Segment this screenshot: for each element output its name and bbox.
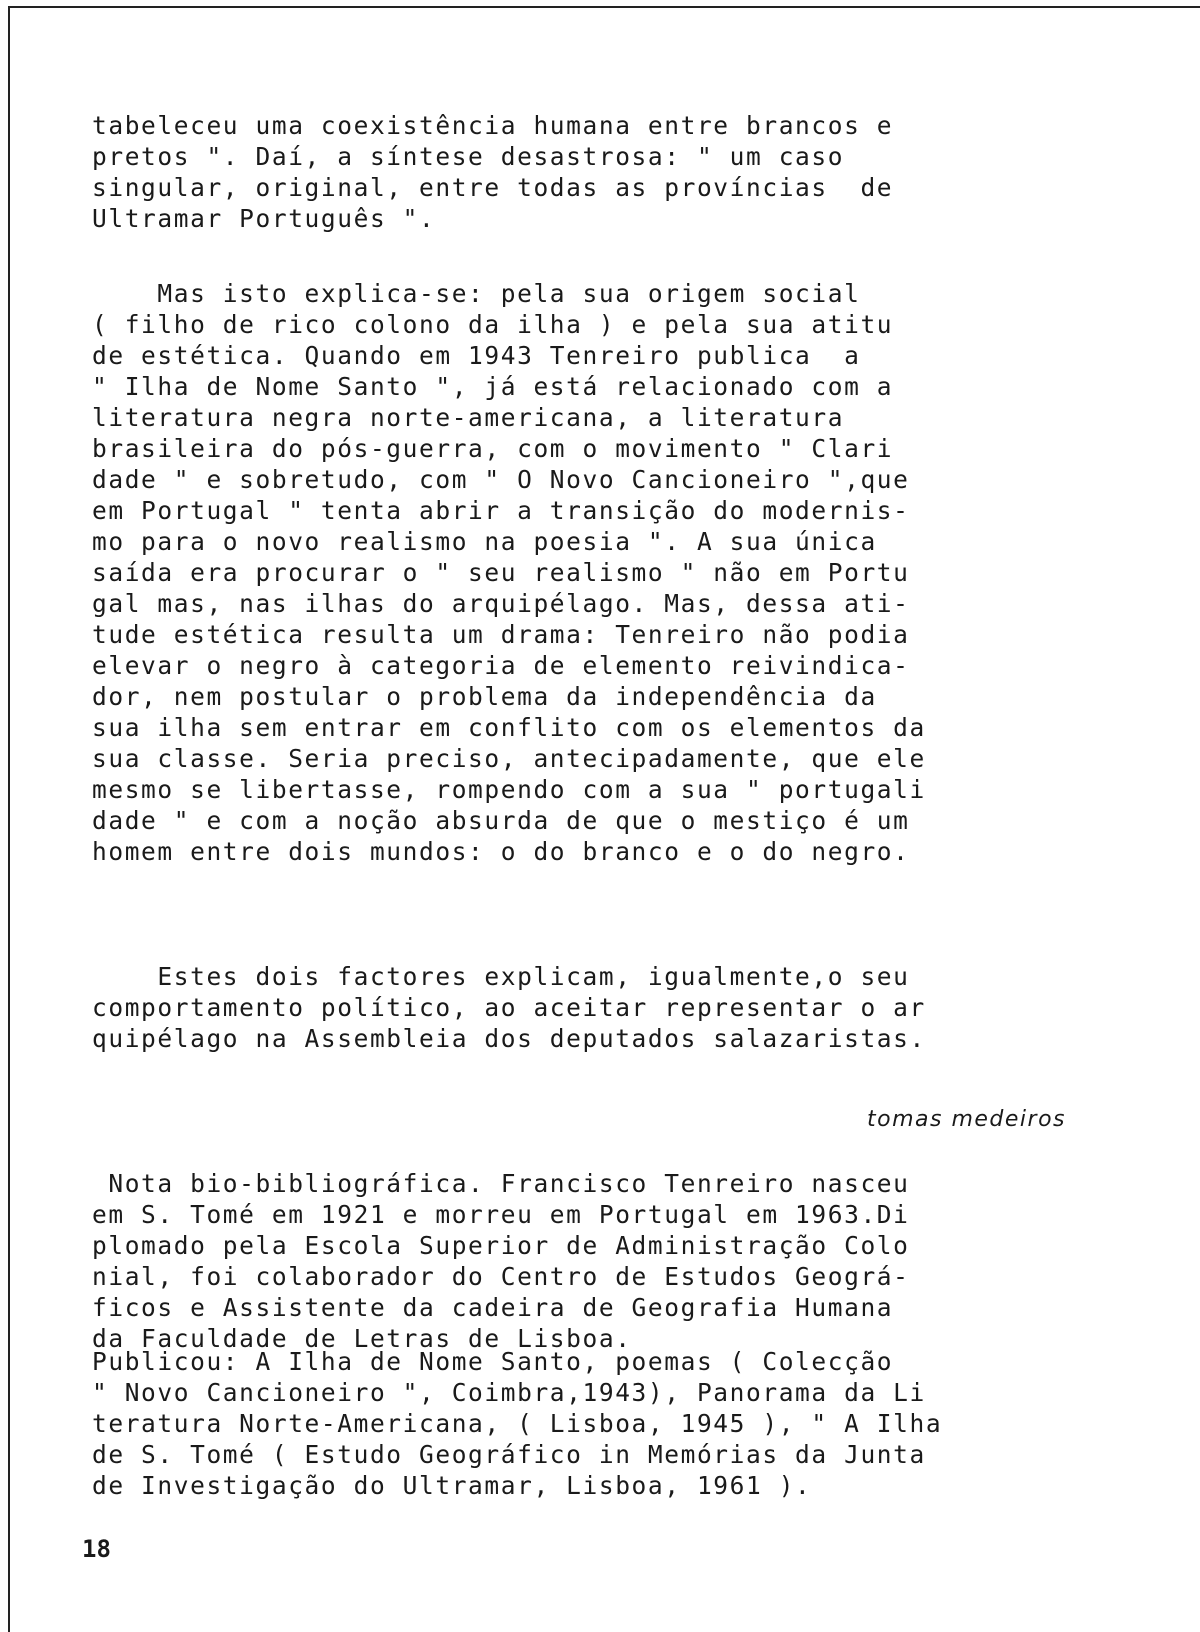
text-line: Nota bio-bibliográfica. Francisco Tenreiro nasceu bbox=[92, 1169, 910, 1198]
text-line: literatura negra norte-americana, a literatura bbox=[92, 403, 845, 432]
text-line: comportamento político, ao aceitar representar o ar bbox=[92, 993, 926, 1022]
text-line: de Investigação do Ultramar, Lisboa, 1961 ). bbox=[92, 1471, 812, 1500]
page-number: 18 bbox=[82, 1535, 111, 1563]
text-line: Publicou: A Ilha de Nome Santo, poemas ( Colecção bbox=[92, 1347, 894, 1376]
text-line: mesmo se libertasse, rompendo com a sua " portugali bbox=[92, 775, 926, 804]
text-line: Estes dois factores explicam, igualmente,o seu bbox=[92, 962, 910, 991]
text-line: homem entre dois mundos: o do branco e o do negro. bbox=[92, 837, 910, 866]
text-line: " Ilha de Nome Santo ", já está relacionado com a bbox=[92, 372, 894, 401]
text-line: tabeleceu uma coexistência humana entre brancos e bbox=[92, 111, 894, 140]
text-line: de S. Tomé ( Estudo Geográfico in Memórias da Junta bbox=[92, 1440, 926, 1469]
text-line: " Novo Cancioneiro ", Coimbra,1943), Panorama da Li bbox=[92, 1378, 926, 1407]
text-line: ( filho de rico colono da ilha ) e pela sua atitu bbox=[92, 310, 894, 339]
text-line: pretos ". Daí, a síntese desastrosa: " um caso bbox=[92, 142, 845, 171]
text-line: da Faculdade de Letras de Lisboa. bbox=[92, 1324, 632, 1353]
paragraph-3 bbox=[92, 961, 1122, 1054]
text-line: plomado pela Escola Superior de Administração Colo bbox=[92, 1231, 910, 1260]
text-line: mo para o novo realismo na poesia ". A sua única bbox=[92, 527, 877, 556]
text-line: teratura Norte-Americana, ( Lisboa, 1945 ), " A Ilha bbox=[92, 1409, 943, 1438]
text-line: elevar o negro à categoria de elemento reivindica- bbox=[92, 651, 910, 680]
text-line: brasileira do pós-guerra, com o movimento " Clari bbox=[92, 434, 894, 463]
text-line: tude estética resulta um drama: Tenreiro não podia bbox=[92, 620, 910, 649]
text-line: ficos e Assistente da cadeira de Geografia Humana bbox=[92, 1293, 894, 1322]
text-line: gal mas, nas ilhas do arquipélago. Mas, dessa ati- bbox=[92, 589, 910, 618]
text-line: singular, original, entre todas as províncias de bbox=[92, 173, 894, 202]
text-line: nial, foi colaborador do Centro de Estudos Geográ- bbox=[92, 1262, 910, 1291]
text-line: sua ilha sem entrar em conflito com os elementos da bbox=[92, 713, 926, 742]
text-line: dade " e com a noção absurda de que o mestiço é um bbox=[92, 806, 910, 835]
text-line: sua classe. Seria preciso, antecipadamente, que ele bbox=[92, 744, 926, 773]
text-line: de estética. Quando em 1943 Tenreiro publica a bbox=[92, 341, 861, 370]
bio-note bbox=[92, 1168, 1122, 1354]
paragraph-1 bbox=[92, 110, 1122, 234]
text-line: quipélago na Assembleia dos deputados salazaristas. bbox=[92, 1024, 926, 1053]
text-line: saída era procurar o " seu realismo " não em Portu bbox=[92, 558, 910, 587]
author-signature: tomas medeiros bbox=[867, 1107, 1066, 1132]
paragraph-2 bbox=[92, 278, 1122, 867]
text-line: dade " e sobretudo, com " O Novo Cancioneiro ",que bbox=[92, 465, 910, 494]
text-line: em Portugal " tenta abrir a transição do modernis- bbox=[92, 496, 910, 525]
text-line: em S. Tomé em 1921 e morreu em Portugal em 1963.Di bbox=[92, 1200, 910, 1229]
text-line: Mas isto explica-se: pela sua origem social bbox=[92, 279, 861, 308]
publications bbox=[92, 1346, 1122, 1501]
text-line: Ultramar Português ". bbox=[92, 204, 436, 233]
text-line: dor, nem postular o problema da independência da bbox=[92, 682, 877, 711]
